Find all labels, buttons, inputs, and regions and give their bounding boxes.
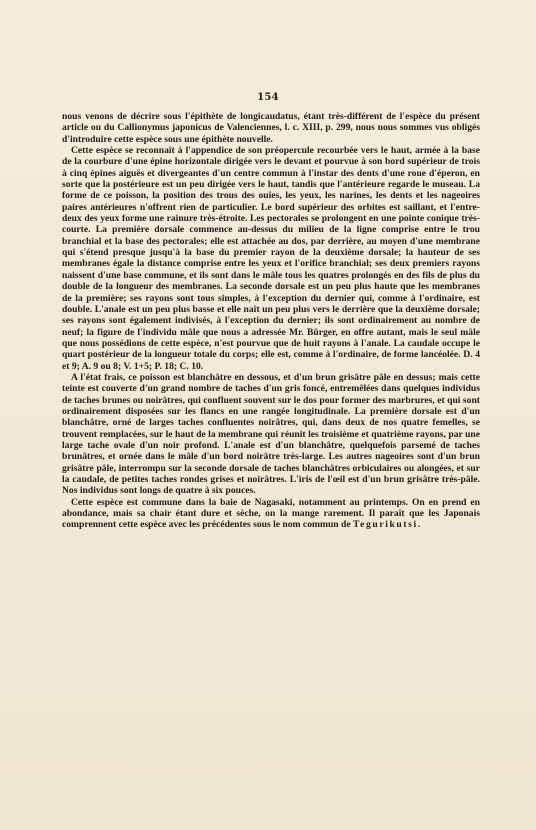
paragraph-2: Cette espèce se reconnaît à l'appendice de son préopercule recourbée vers le haut, armée à la base de la courbure d'une épine horizontale dirigée vers le devant et pourvue à son bord supérieur de trois à cinq épines aiguës et divergeantes d'un centre commun à l'instar des dents d'une roue d'éperon, en sorte que la postérieure est un peu dirigée vers le haut, tandis que l'antérieure regarde le museau. La forme de ce poisson, la position des trous des ouïes, les yeux, les narines, les dents et les nageoires paires antérieures n'offrent rien de particulier. Le bord supérieur des orbites est saillant, et l'entre-deux des yeux forme une rainure très-étroite. Les pectorales se prolongent en une pointe conique très-courte. La première dorsale commence au-dessus du milieu de la ligne comprise entre le trou branchial et la base des pectorales; elle est attachée au dos, par derrière, au moyen d'une membrane qui s'étend presque jusqu'à la base du premier rayon de la deuxième dorsale; la hauteur de ses membranes égale la distance comprise entre les yeux et l'orifice branchial; ses deux premiers rayons naissent d'une base commune, et ils sont dans le mâle tous les quatres prolongés en des fils de plus du double de la longueur des membranes. La seconde dorsale est un peu plus haute que les membranes de la première; ses rayons sont tous simples, à l'exception du dernier qui, comme à l'ordinaire, est double. L'anale est un peu plus basse et elle naît un peu plus vers le derrière que la deuxième dorsale; ses rayons sont également indivisés, à l'exception du dernier; ils sont ordinairement au nombre de neuf; la figure de l'individu mâle que nous a adressée Mr. Bürger, en offre autant, mais le seul mâle que nous possédions de cette espèce, n'est pourvue que de huit rayons à l'anale. La caudale occupe le quart postérieur de la longueur totale du corps; elle est, comme à l'ordinaire, de forme lancéolée. D. 4 et 9; A. 9 ou 8; V. 1+5; P. 18; C. 10. <box>62 145 480 372</box>
paragraph-3: A l'état frais, ce poisson est blanchâtre en dessous, et d'un brun grisâtre pâle en dessus; mais cette teinte est couverte d'un grand nombre de taches d'un gris foncé, entremêlées dans quelques individus de taches brunes ou noirâtres, qui confluent souvent sur le dos pour former des marbrures, et qui sont ordinairement disposées sur les flancs en une rangée longitudinale. La première dorsale est d'un blanchâtre, orné de larges taches confluentes noirâtres, qui, dans deux de nos quatre femelles, se trouvent remplacées, sur le haut de la membrane qui réunit les troisième et quatrième rayons, par une large tache ovale d'un noir profond. L'anale est d'un blanchâtre, quelquefois parsemé de taches brunâtres, et ornée dans le mâle d'un bord noirâtre très-large. Les autres nageoires sont d'un brun grisâtre pâle, interrompu sur la seconde dorsale de taches blanchâtres orbiculaires ou alongées, et sur la caudale, de petites taches rondes grises et noirâtres. L'iris de l'œil est d'un brun grisâtre très-pâle. Nos individus sont longs de quatre à six pouces. <box>62 371 480 497</box>
paragraph-4-text: Cette espèce est commune dans la baie de Nagasaki, notamment au printemps. On en prend en abondance, mais sa chair étant dure et sèche, on la mange rarement. Il paraît que les Japonais comprennent cette espèce avec les précédentes sous le nom commun de <box>62 496 480 531</box>
page-body <box>62 111 480 531</box>
paragraph-4 <box>62 497 480 531</box>
japanese-name: Tegurikutsi. <box>353 519 422 531</box>
page-number: 154 <box>257 92 279 103</box>
paragraph-1: nous venons de décrire sous l'épithète de longicaudatus, étant très-différent de l'espèce du présent article ou du Callionymus japonicus de Valenciennes, l. c. XIII, p. 299, nous nous sommes vus obligés d'introduire cette espèce sous une épithète nouvelle. <box>62 111 480 145</box>
